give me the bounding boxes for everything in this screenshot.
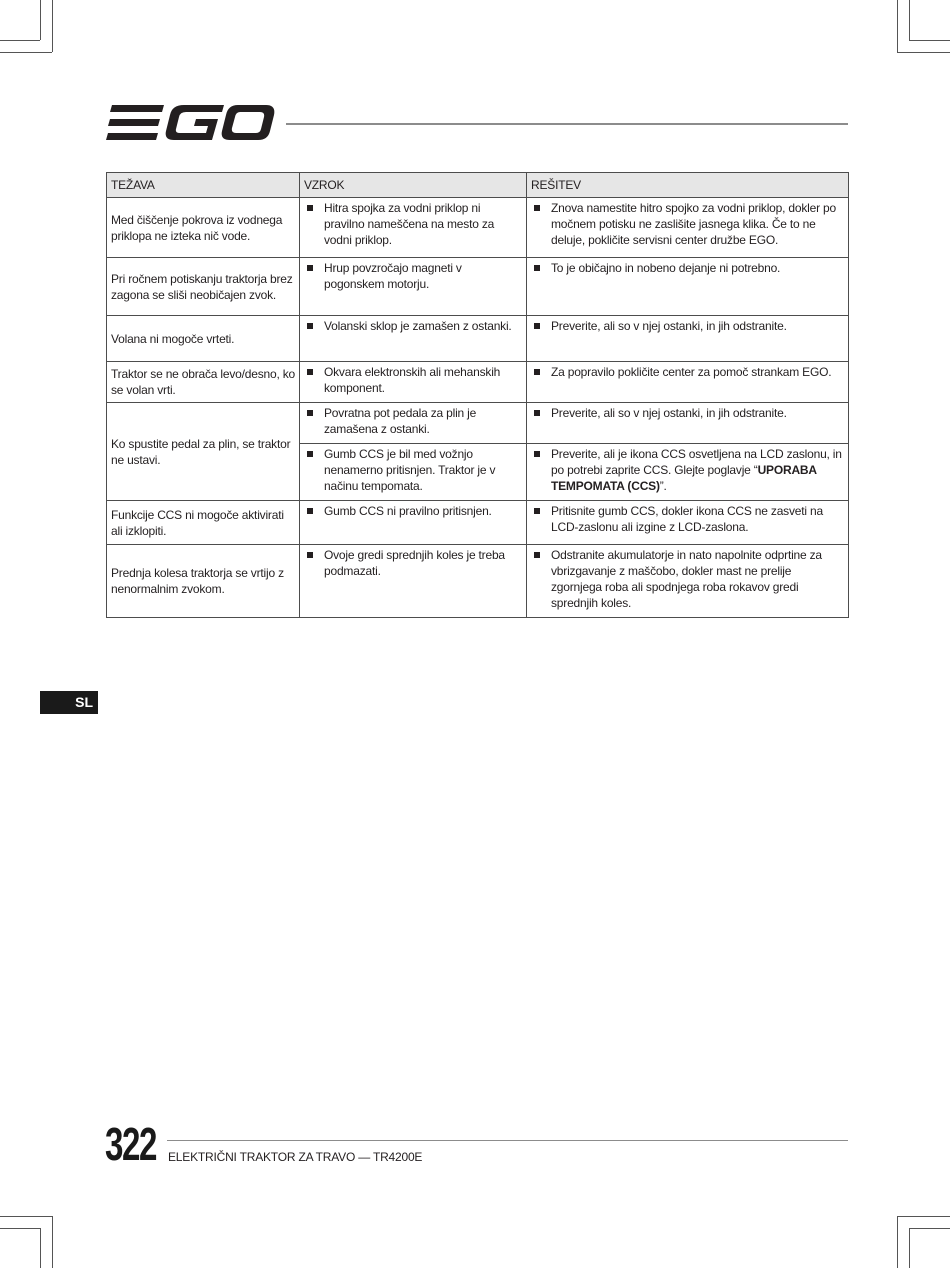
solution-cell bbox=[527, 444, 849, 501]
list-item bbox=[531, 318, 844, 334]
crop-mark bbox=[897, 1216, 950, 1217]
page-number: 322 bbox=[105, 1118, 156, 1170]
crop-mark bbox=[909, 1228, 950, 1229]
list-item bbox=[531, 200, 844, 248]
square-bullet-icon bbox=[307, 205, 313, 211]
square-bullet-icon bbox=[307, 451, 313, 457]
table-row bbox=[107, 258, 849, 316]
header-solution: REŠITEV bbox=[527, 173, 849, 198]
cause-text: Ovoje gredi sprednjih koles je treba podmazati. bbox=[324, 548, 505, 578]
cause-cell bbox=[300, 198, 527, 258]
list-item bbox=[531, 547, 844, 611]
table-header-row bbox=[107, 173, 849, 198]
list-item bbox=[531, 503, 844, 535]
crop-mark bbox=[52, 0, 53, 52]
footer-title: ELEKTRIČNI TRAKTOR ZA TRAVO — TR4200E bbox=[168, 1150, 423, 1164]
problem-cell: Pri ročnem potiskanju traktorja brez zagona se sliši neobičajen zvok. bbox=[107, 258, 300, 316]
cause-text: Hitra spojka za vodni priklop ni pravilno nameščena na mesto za vodni priklop. bbox=[324, 201, 495, 247]
section-reference: UPORABA TEMPOMATA (CCS) bbox=[551, 463, 817, 493]
crop-mark bbox=[0, 1228, 40, 1229]
list-item bbox=[304, 318, 522, 334]
table-row bbox=[107, 198, 849, 258]
crop-mark bbox=[0, 40, 40, 41]
crop-mark bbox=[909, 40, 950, 41]
square-bullet-icon bbox=[534, 508, 540, 514]
cause-cell bbox=[300, 501, 527, 545]
square-bullet-icon bbox=[307, 369, 313, 375]
cause-cell bbox=[300, 362, 527, 403]
square-bullet-icon bbox=[307, 323, 313, 329]
crop-mark bbox=[909, 0, 910, 40]
solution-text: Preverite, ali so v njej ostanki, in jih odstranite. bbox=[551, 319, 787, 333]
header-cause: VZROK bbox=[300, 173, 527, 198]
list-item bbox=[531, 364, 844, 380]
ego-logo bbox=[106, 104, 276, 142]
language-tab: SL bbox=[40, 691, 98, 714]
cause-text: Volanski sklop je zamašen z ostanki. bbox=[324, 319, 512, 333]
solution-text-start: Preverite, ali je ikona CCS osvetljena na LCD zaslonu, in po potrebi zaprite CCS. Glejte poglavje “ bbox=[551, 447, 842, 477]
solution-text: Odstranite akumulatorje in nato napolnite odprtine za vbrizgavanje z maščobo, dokler mast ne prelije zgornjega roba ali spodnjega roba rokavov gredi sprednjih koles. bbox=[551, 548, 822, 610]
crop-mark bbox=[0, 1216, 52, 1217]
table-row bbox=[107, 403, 849, 444]
cause-text: Hrup povzročajo magneti v pogonskem motorju. bbox=[324, 261, 462, 291]
square-bullet-icon bbox=[307, 508, 313, 514]
square-bullet-icon bbox=[534, 369, 540, 375]
solution-text: Pritisnite gumb CCS, dokler ikona CCS ne zasveti na LCD-zaslonu ali izgine z LCD-zaslona. bbox=[551, 504, 823, 534]
list-item bbox=[304, 547, 522, 579]
crop-mark bbox=[40, 1228, 41, 1268]
solution-text: Za popravilo pokličite center za pomoč strankam EGO. bbox=[551, 365, 832, 379]
problem-cell: Traktor se ne obrača levo/desno, ko se volan vrti. bbox=[107, 362, 300, 403]
solution-cell bbox=[527, 545, 849, 618]
square-bullet-icon bbox=[534, 323, 540, 329]
solution-cell bbox=[527, 362, 849, 403]
list-item bbox=[304, 260, 522, 292]
list-item bbox=[531, 260, 844, 276]
cause-cell bbox=[300, 316, 527, 362]
table-row bbox=[107, 545, 849, 618]
list-item bbox=[304, 200, 522, 248]
problem-cell: Funkcije CCS ni mogoče aktivirati ali izklopiti. bbox=[107, 501, 300, 545]
problem-cell: Volana ni mogoče vrteti. bbox=[107, 316, 300, 362]
table-row bbox=[107, 501, 849, 545]
troubleshooting-table bbox=[106, 172, 849, 618]
list-item bbox=[531, 405, 844, 421]
table-row bbox=[107, 362, 849, 403]
problem-cell: Prednja kolesa traktorja se vrtijo z nenormalnim zvokom. bbox=[107, 545, 300, 618]
solution-cell bbox=[527, 403, 849, 444]
cause-text: Povratna pot pedala za plin je zamašena z ostanki. bbox=[324, 406, 477, 436]
list-item bbox=[304, 503, 522, 519]
list-item bbox=[531, 446, 844, 494]
solution-cell bbox=[527, 501, 849, 545]
square-bullet-icon bbox=[534, 451, 540, 457]
crop-mark bbox=[40, 0, 41, 40]
solution-text: Preverite, ali so v njej ostanki, in jih odstranite. bbox=[551, 406, 787, 420]
list-item bbox=[304, 446, 522, 494]
solution-cell bbox=[527, 258, 849, 316]
solution-text: Znova namestite hitro spojko za vodni priklop, dokler po močnem potisku ne zaslišite jasnega klika. Če to ne deluje, pokličite servisni center družbe EGO. bbox=[551, 201, 836, 247]
list-item bbox=[304, 405, 522, 437]
table-row bbox=[107, 316, 849, 362]
square-bullet-icon bbox=[534, 552, 540, 558]
cause-text: Okvara elektronskih ali mehanskih komponent. bbox=[324, 365, 501, 395]
solution-cell bbox=[527, 316, 849, 362]
crop-mark bbox=[0, 52, 52, 53]
crop-mark bbox=[52, 1216, 53, 1268]
cause-cell bbox=[300, 258, 527, 316]
problem-cell: Ko spustite pedal za plin, se traktor ne ustavi. bbox=[107, 403, 300, 501]
square-bullet-icon bbox=[534, 265, 540, 271]
crop-mark bbox=[897, 0, 898, 52]
crop-mark bbox=[909, 1228, 910, 1268]
footer-rule bbox=[167, 1140, 848, 1141]
square-bullet-icon bbox=[534, 410, 540, 416]
crop-mark bbox=[897, 1216, 898, 1268]
cause-cell bbox=[300, 444, 527, 501]
solution-text-end: ”. bbox=[659, 479, 667, 493]
solution-cell bbox=[527, 198, 849, 258]
square-bullet-icon bbox=[307, 265, 313, 271]
solution-text bbox=[551, 447, 842, 493]
cause-cell bbox=[300, 403, 527, 444]
square-bullet-icon bbox=[307, 552, 313, 558]
square-bullet-icon bbox=[534, 205, 540, 211]
cause-text: Gumb CCS ni pravilno pritisnjen. bbox=[324, 504, 492, 518]
problem-cell: Med čiščenje pokrova iz vodnega priklopa ne izteka nič vode. bbox=[107, 198, 300, 258]
cause-cell bbox=[300, 545, 527, 618]
solution-text: To je običajno in nobeno dejanje ni potrebno. bbox=[551, 261, 781, 275]
list-item bbox=[304, 364, 522, 396]
square-bullet-icon bbox=[307, 410, 313, 416]
cause-text: Gumb CCS je bil med vožnjo nenamerno pritisnjen. Traktor je v načinu tempomata. bbox=[324, 447, 496, 493]
header-rule bbox=[286, 123, 848, 125]
crop-mark bbox=[897, 52, 950, 53]
header-problem: TEŽAVA bbox=[107, 173, 300, 198]
